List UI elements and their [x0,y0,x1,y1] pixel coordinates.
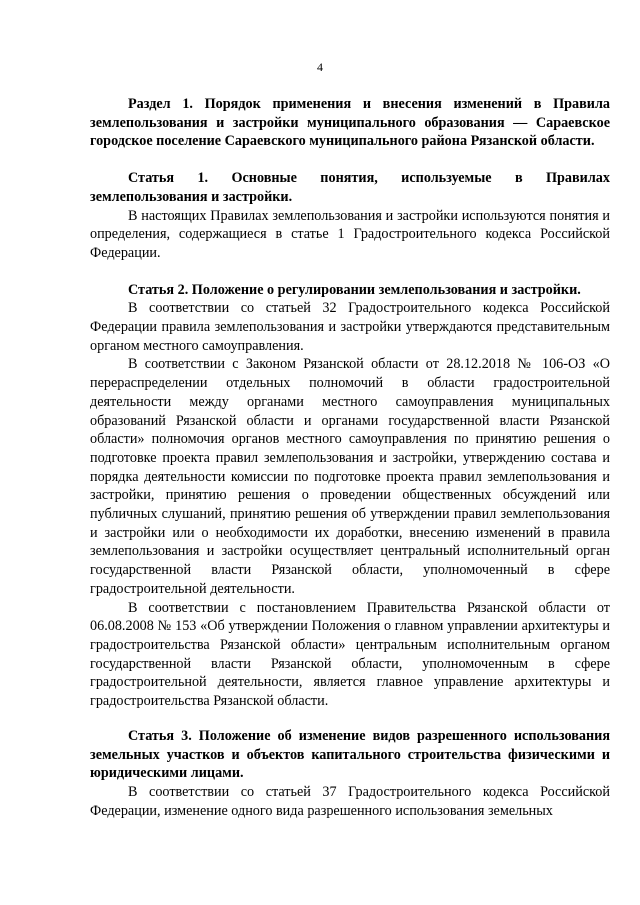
section-heading: Раздел 1. Порядок применения и внесения изменений в Правила землепользования и застройки муниципального образования — Сараевское городское поселение Сараевского муниципального района Рязанской области. [90,96,610,150]
article-2-paragraph: В соответствии с постановлением Правительства Рязанской области от 06.08.2008 № 153 «Об утверждении Положения о главном управлении архитектуры и градостроительства Рязанской области» центральным исполнительным органом государственной власти Рязанской области, уполномоченным в сфере градостроительной деятельности, является главное управление архитектуры и градостроительства Рязанской области. [90,599,610,710]
page-number: 4 [317,60,323,74]
article-1-paragraph: В настоящих Правилах землепользования и застройки используются понятия и определения, содержащиеся в статье 1 Градостроительного кодекса Российской Федерации. [90,207,610,261]
article-1-heading: Статья 1. Основные понятия, используемые в Правилах землепользования и застройки. [90,170,610,205]
spacer [90,711,610,727]
article-3-paragraph: В соответствии со статьей 37 Градостроительного кодекса Российской Федерации, изменение одного вида разрешенного использования земельных [90,783,610,819]
article-2-paragraph: В соответствии с Законом Рязанской области от 28.12.2018 № 106-ОЗ «О перераспределении отдельных полномочий в области градостроительной деятельности между органами местного самоуправления муниципальных образований Рязанской области и органами государственной власти Рязанской области» полномочия органов местного самоуправления по принятию решения о подготовке проекта правил землепользования и застройки, утверждению состава и порядка деятельности комиссии по подготовке проекта правил землепользования и застройки, принятию решения о проведении общественных обсуждений или публичных слушаний, принятию решения об утверждении правил землепользования и застройки или о необходимости их доработки, внесению изменений в правила землепользования и застройки осуществляет центральный исполнительный орган государственной власти Рязанской области, уполномоченный в сфере градостроительной деятельности. [90,356,610,597]
article-2-heading: Статья 2. Положение о регулировании землепользования и застройки. [128,281,581,298]
document-body [90,95,610,820]
article-2-paragraph: В соответствии со статьей 32 Градостроительного кодекса Российской Федерации правила землепользования и застройки утверждаются представительным органом местного самоуправления. [90,300,610,354]
spacer [90,151,610,169]
spacer [90,263,610,281]
article-3-heading: Статья 3. Положение об изменение видов разрешенного использования земельных участков и объектов капитального строительства физическими и юридическими лицами. [90,727,610,782]
